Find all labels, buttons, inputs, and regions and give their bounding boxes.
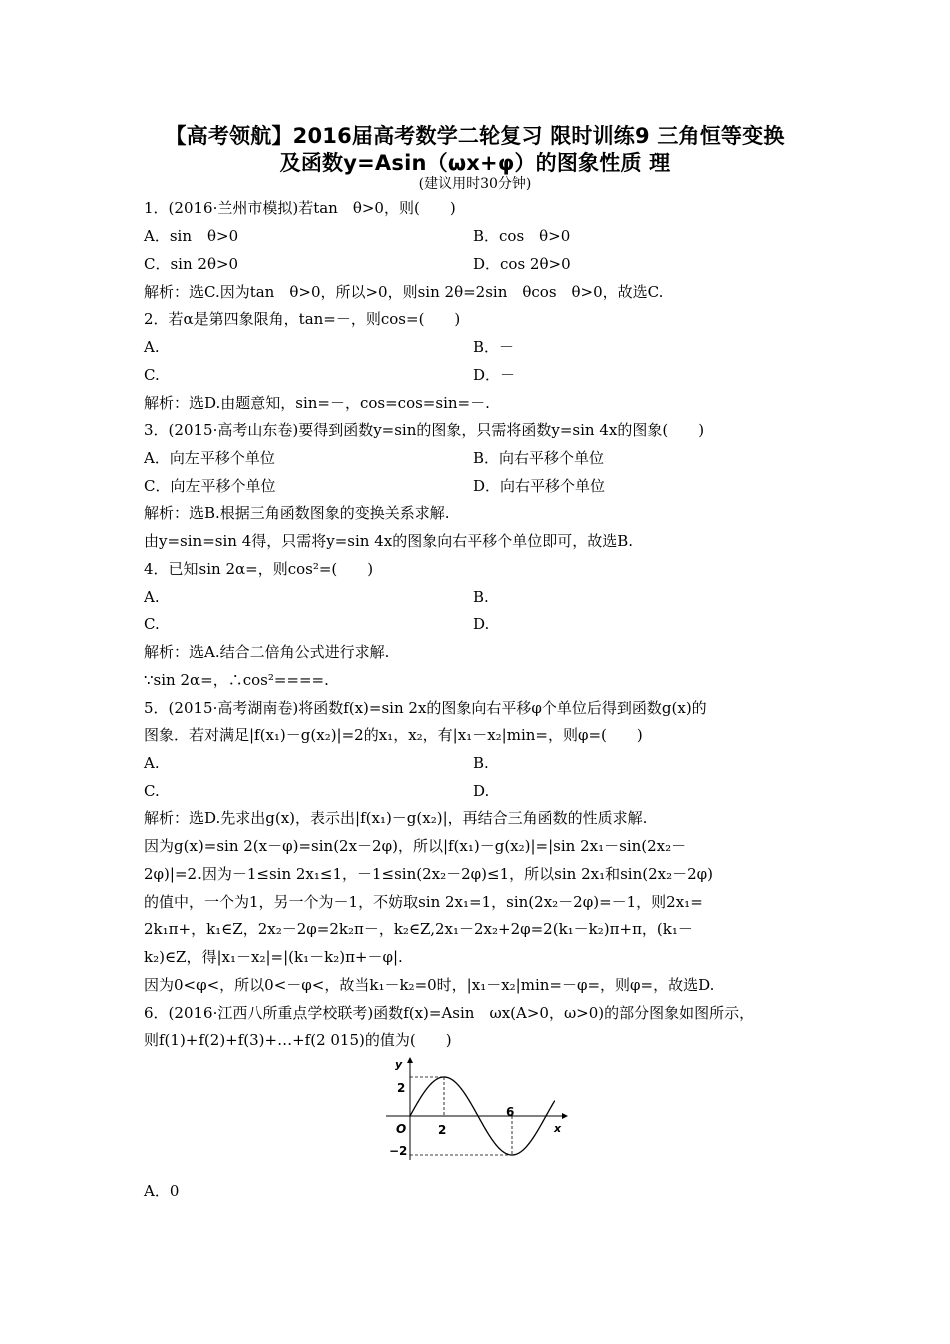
q5-stem-line1: 5．(2015·高考湖南卷)将函数f(x)=sin 2x的图象向右平移φ个单位后得到函数g(x)的 [144,699,707,717]
origin-label: O [396,1122,407,1136]
q5-analysis-line1: 解析：选D.先求出g(x)，表示出|f(x₁)－g(x₂)|，再结合三角函数的性质求解. [144,809,648,827]
q1-option-b: B．cos θ>0 [473,227,571,245]
data-point [528,1143,529,1144]
q1-stem: 1．(2016·兰州市模拟)若tan θ>0，则( ) [144,199,456,217]
q1-option-c: C．sin 2θ>0 [144,255,239,273]
q4-analysis-line1: 解析：选A.结合二倍角公式进行求解. [144,643,390,661]
data-point [460,1088,461,1089]
sine-graph [378,1054,574,1164]
q5-option-a: A. [144,754,160,772]
q5-analysis-line4: 的值中，一个为1，另一个为－1，不妨取sin 2x₁=1，sin(2x₂－2φ)=－1，则2x₁= [144,893,703,911]
q5-option-d: D. [473,782,490,800]
x-tick-peak-label: 2 [438,1123,447,1137]
q5-analysis-line5: 2k₁π+，k₁∈Z，2x₂－2φ=2k₂π－，k₂∈Z,2x₁－2x₂+2φ=2(k₁－k₂)π+π，(k₁－ [144,920,693,938]
q3-option-b: B．向右平移个单位 [473,449,605,467]
q6-option-a: A．0 [144,1182,180,1200]
q1-analysis: 解析：选C.因为tan θ>0，所以>0，则sin 2θ=2sin θcos θ>0，故选C. [144,283,664,301]
q4-option-b: B. [473,588,489,606]
q5-stem-line2: 图象．若对满足|f(x₁)－g(x₂)|=2的x₁，x₂，有|x₁－x₂|min=，则φ=( ) [144,726,643,744]
y-axis-arrow [407,1057,413,1063]
page-title-line2: 及函数y=Asin（ωx+φ）的图象性质 理 [279,151,671,175]
q5-analysis-line7: 因为0<φ<，所以0<－φ<，故当k₁－k₂=0时，|x₁－x₂|min=－φ=，则φ=，故选D. [144,976,715,994]
data-point [511,1154,512,1155]
q4-option-c: C. [144,615,160,633]
q5-option-c: C. [144,782,160,800]
q1-option-d: D．cos 2θ>0 [473,255,571,273]
data-point [426,1088,427,1089]
q6-stem-line1: 6．(2016·江西八所重点学校联考)函数f(x)=Asin ωx(A>0，ω>0)的部分图象如图所示， [144,1004,755,1022]
q3-option-d: D．向右平移个单位 [473,477,606,495]
q3-analysis-line1: 解析：选B.根据三角函数图象的变换关系求解. [144,504,450,522]
q5-analysis-line6: k₂)∈Z，得|x₁－x₂|=|(k₁－k₂)π+－φ|. [144,948,403,966]
q3-option-c: C．向左平移个单位 [144,477,276,495]
q4-option-a: A. [144,588,160,606]
data-point [477,1115,478,1116]
q3-analysis-line2: 由y=sin=sin 4得，只需将y=sin 4x的图象向右平移个单位即可，故选B. [144,532,633,550]
q2-option-a: A. [144,338,160,356]
data-point [494,1143,495,1144]
q2-option-d: D．－ [473,366,516,384]
q2-analysis: 解析：选D.由题意知，sin=－，cos=cos=sin=－. [144,394,490,412]
q4-option-d: D. [473,615,490,633]
q3-option-a: A．向左平移个单位 [144,449,275,467]
q6-stem-line2: 则f(1)+f(2)+f(3)+…+f(2 015)的值为( ) [144,1031,452,1049]
data-point [545,1115,546,1116]
q2-stem: 2．若α是第四象限角，tan=－，则cos=( ) [144,310,461,328]
q4-analysis-line2: ∵sin 2α=，∴cos²====. [144,671,329,689]
suggested-time: (建议用时30分钟) [418,176,532,192]
q5-analysis-line3: 2φ)|=2.因为－1≤sin 2x₁≤1，－1≤sin(2x₂－2φ)≤1，所以sin 2x₁和sin(2x₂－2φ) [144,865,714,883]
data-point [443,1076,444,1077]
q2-option-c: C. [144,366,160,384]
q1-option-a: A．sin θ>0 [144,227,239,245]
page-title-line1: 【高考领航】2016届高考数学二轮复习 限时训练9 三角恒等变换 [165,124,785,148]
q5-analysis-line2: 因为g(x)=sin 2(x－φ)=sin(2x－2φ)，所以|f(x₁)－g(x₂)|=|sin 2x₁－sin(2x₂－ [144,837,687,855]
x-axis-label: x [554,1122,562,1135]
q2-option-b: B．－ [473,338,515,356]
q3-stem: 3．(2015·高考山东卷)要得到函数y=sin的图象，只需将函数y=sin 4x的图象( ) [144,421,705,439]
x-axis-arrow [562,1113,568,1119]
y-axis-label: y [395,1058,403,1071]
y-tick-top-label: 2 [397,1081,406,1095]
x-tick-trough-label: 6 [506,1105,515,1119]
q4-stem: 4．已知sin 2α=，则cos²=( ) [144,560,374,578]
q5-option-b: B. [473,754,489,772]
y-tick-bottom-label: −2 [389,1144,408,1158]
data-point [554,1100,555,1101]
data-point [409,1115,410,1116]
